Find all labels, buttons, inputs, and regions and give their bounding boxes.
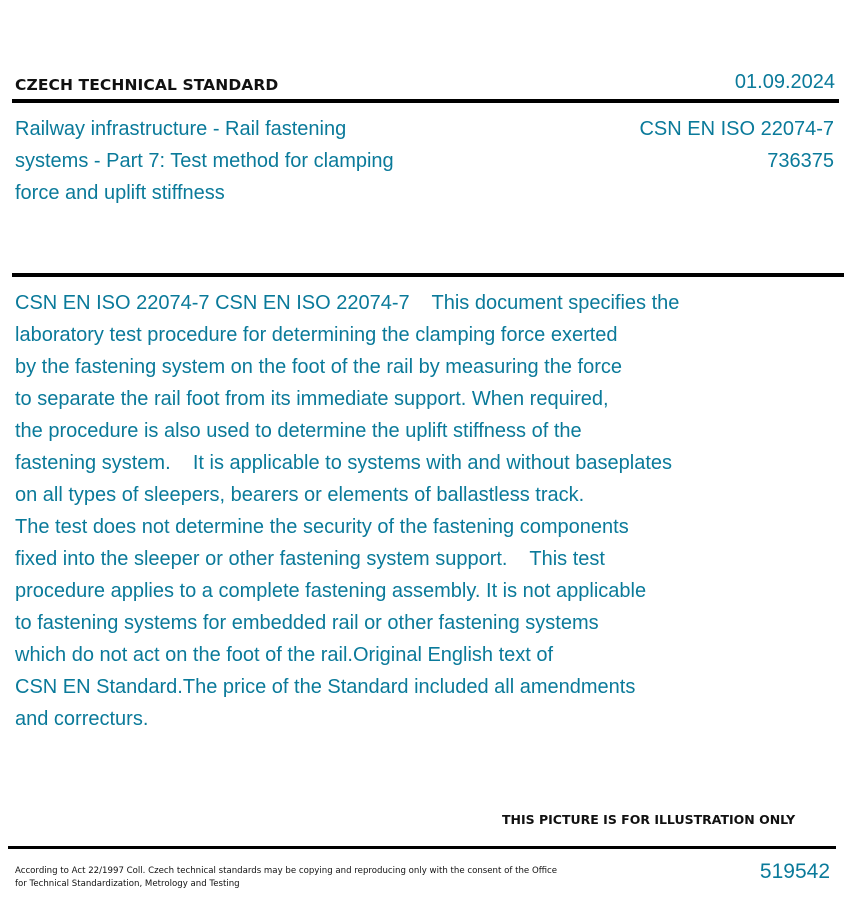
catalog-number: 736375 [767, 150, 834, 172]
abstract-line: the procedure is also used to determine the uplift stiffness of the [15, 420, 582, 442]
abstract-line: laboratory test procedure for determining the clamping force exerted [15, 324, 618, 346]
legal-line: for Technical Standardization, Metrology and Testing [15, 879, 240, 889]
footer-divider [8, 846, 836, 849]
abstract-line: fastening system. It is applicable to systems with and without baseplates [15, 452, 672, 474]
header-divider [12, 99, 839, 103]
abstract-line: to separate the rail foot from its immediate support. When required, [15, 388, 609, 410]
abstract-line: which do not act on the foot of the rail.Original English text of [15, 644, 554, 666]
standard-title [15, 113, 455, 209]
standard-title-line: Railway infrastructure - Rail fastening [15, 118, 347, 140]
standard-identifiers [639, 113, 834, 177]
standard-title-line: force and uplift stiffness [15, 182, 225, 204]
header-label: CZECH TECHNICAL STANDARD [15, 76, 279, 94]
abstract-text [15, 287, 755, 735]
standard-title-line: systems - Part 7: Test method for clamping [15, 150, 394, 172]
abstract-line: on all types of sleepers, bearers or elements of ballastless track. [15, 484, 585, 506]
abstract-line: by the fastening system on the foot of the rail by measuring the force [15, 356, 623, 378]
abstract-line: and correcturs. [15, 708, 149, 730]
publication-date: 01.09.2024 [734, 71, 835, 93]
title-divider [12, 273, 844, 277]
legal-notice [15, 865, 585, 891]
abstract-line: to fastening systems for embedded rail or other fastening systems [15, 612, 599, 634]
illustration-note: THIS PICTURE IS FOR ILLUSTRATION ONLY [502, 812, 796, 827]
abstract-line: fixed into the sleeper or other fastening system support. This test [15, 548, 605, 570]
document-id: 519542 [759, 860, 830, 883]
abstract-line: CSN EN ISO 22074-7 CSN EN ISO 22074-7 This document specifies the [15, 292, 680, 314]
abstract-line: CSN EN Standard.The price of the Standard included all amendments [15, 676, 636, 698]
standard-number: CSN EN ISO 22074-7 [639, 118, 834, 140]
abstract-line: procedure applies to a complete fastening assembly. It is not applicable [15, 580, 647, 602]
abstract-line: The test does not determine the security of the fastening components [15, 516, 629, 538]
legal-line: According to Act 22/1997 Coll. Czech technical standards may be copying and reproducing only with the consent of the Office [15, 866, 558, 876]
